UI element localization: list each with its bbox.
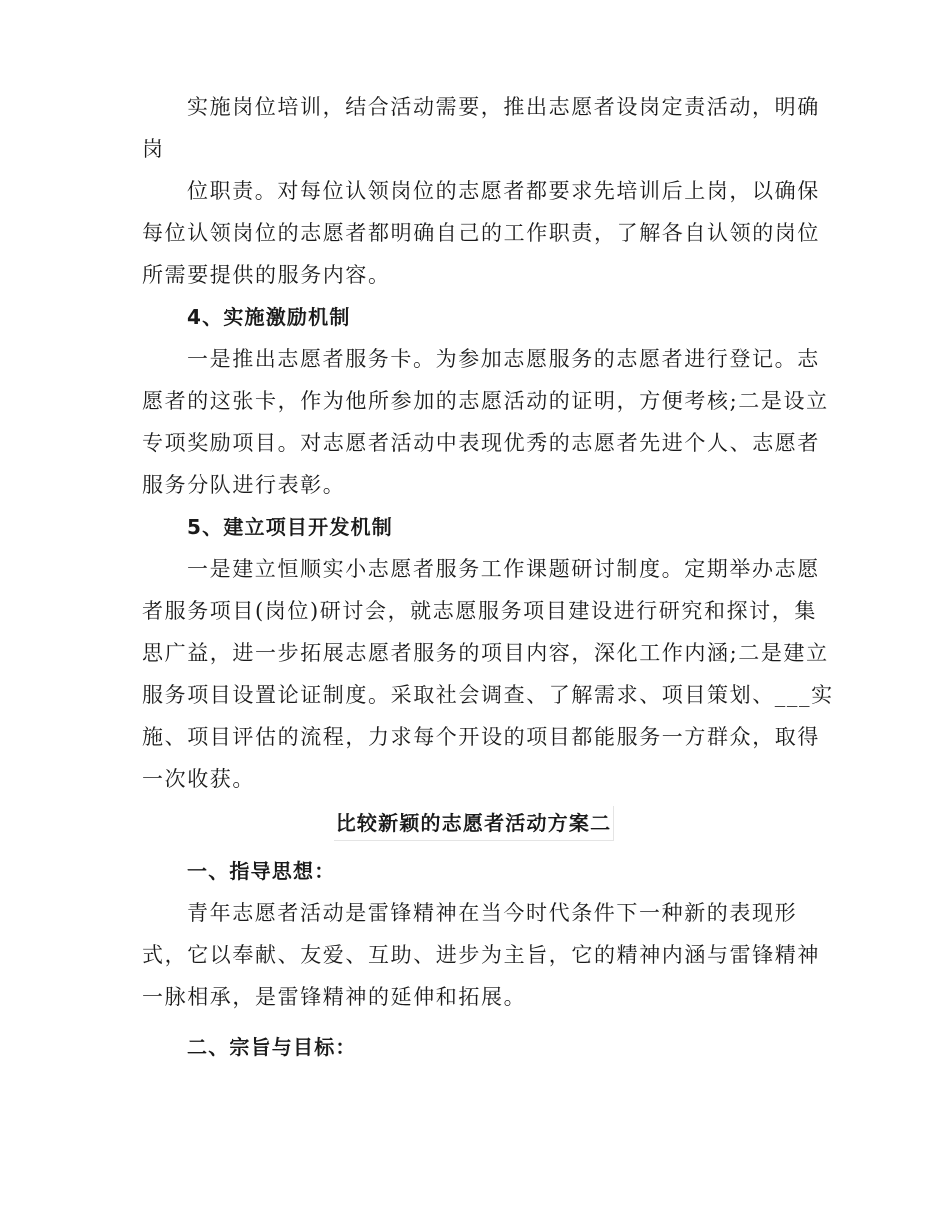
paragraph-training-line-2: 岗 <box>142 137 165 161</box>
heading-guiding-ideology: 一、指导思想： <box>187 859 336 883</box>
paragraph-project-line-1: 一是建立恒顺实小志愿者服务工作课题研讨制度。定期举办志愿 <box>187 557 820 581</box>
paragraph-project-line-2: 者服务项目(岗位)研讨会，就志愿服务项目建设进行研究和探讨，集 <box>142 599 817 623</box>
paragraph-incentive-line-4: 服务分队进行表彰。 <box>142 473 346 497</box>
paragraph-guiding-line-2: 式，它以奉献、友爱、互助、进步为主旨，它的精神内涵与雷锋精神 <box>142 943 820 967</box>
section-title: 比较新颖的志愿者活动方案二 <box>334 806 615 841</box>
paragraph-duty-line-3: 所需要提供的服务内容。 <box>142 263 391 287</box>
paragraph-incentive-line-1: 一是推出志愿者服务卡。为参加志愿服务的志愿者进行登记。志 <box>187 347 820 371</box>
document-body <box>142 86 834 1068</box>
paragraph-incentive-line-2: 愿者的这张卡，作为他所参加的志愿活动的证明，方便考核;二是设立 <box>142 389 829 413</box>
section-title-row <box>142 800 806 850</box>
paragraph-project-line-3: 思广益，进一步拓展志愿者服务的项目内容，深化工作内涵;二是建立 <box>142 641 829 665</box>
paragraph-guiding-line-3: 一脉相承，是雷锋精神的延伸和拓展。 <box>142 985 527 1009</box>
paragraph-project-line-6: 一次收获。 <box>142 767 255 791</box>
paragraph-project-line-4: 服务项目设置论证制度。采取社会调查、了解需求、项目策划、___实 <box>142 683 834 707</box>
paragraph-project-line-5: 施、项目评估的流程，力求每个开设的项目都能服务一方群众，取得 <box>142 725 820 749</box>
spacer <box>142 1018 806 1026</box>
paragraph-duty-line-2: 每位认领岗位的志愿者都明确自己的工作职责，了解各自认领的岗位 <box>142 221 820 245</box>
heading-incentive-mechanism: 4、实施激励机制 <box>187 305 351 329</box>
paragraph-duty-line-1: 位职责。对每位认领岗位的志愿者都要求先培训后上岗，以确保 <box>187 179 820 203</box>
heading-project-development: 5、建立项目开发机制 <box>187 515 393 539</box>
paragraph-incentive-line-3: 专项奖励项目。对志愿者活动中表现优秀的志愿者先进个人、志愿者 <box>142 431 820 455</box>
paragraph-training-line-1: 实施岗位培训，结合活动需要，推出志愿者设岗定责活动，明确 <box>187 95 820 119</box>
heading-purpose-goals: 二、宗旨与目标： <box>187 1035 357 1059</box>
paragraph-guiding-line-1: 青年志愿者活动是雷锋精神在当今时代条件下一种新的表现形 <box>187 901 798 925</box>
